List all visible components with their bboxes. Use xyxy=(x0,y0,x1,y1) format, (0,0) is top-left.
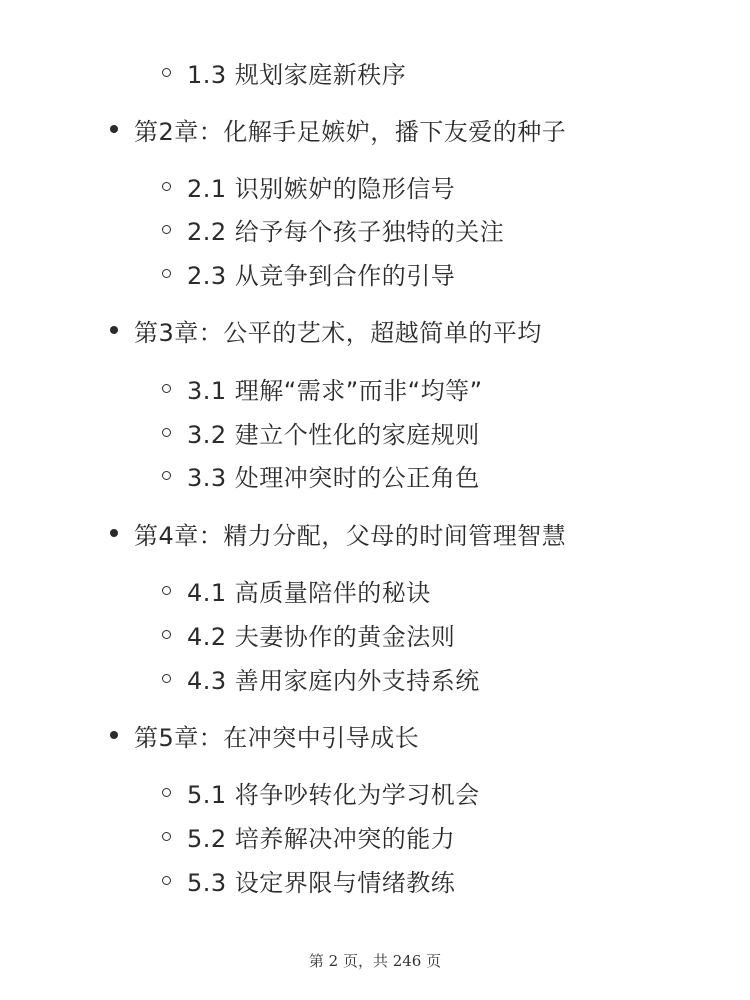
circle-bullet-icon xyxy=(162,225,171,234)
toc-entry-text: 3.2 建立个性化的家庭规则 xyxy=(187,420,480,449)
circle-bullet-icon xyxy=(162,384,171,393)
toc-section-4-2 xyxy=(162,614,455,654)
toc-entry-text: 2.1 识别嫉妒的隐形信号 xyxy=(187,174,456,203)
toc-section-2-1 xyxy=(162,166,455,206)
toc-chapter-2 xyxy=(110,109,566,149)
circle-bullet-icon xyxy=(162,182,171,191)
circle-bullet-icon xyxy=(162,876,171,885)
toc-entry-text: 4.1 高质量陪伴的秘诀 xyxy=(187,578,431,607)
toc-section-3-2 xyxy=(162,412,480,452)
toc-section-1-3 xyxy=(162,52,406,92)
toc-section-3-3 xyxy=(162,455,480,495)
dot-bullet-icon xyxy=(110,529,118,537)
dot-bullet-icon xyxy=(110,326,118,334)
toc-section-5-2 xyxy=(162,816,455,856)
circle-bullet-icon xyxy=(162,269,171,278)
circle-bullet-icon xyxy=(162,68,171,77)
toc-entry-text: 5.1 将争吵转化为学习机会 xyxy=(187,780,480,809)
toc-section-5-1 xyxy=(162,772,480,812)
toc-section-4-3 xyxy=(162,658,480,698)
toc-entry-text: 5.2 培养解决冲突的能力 xyxy=(187,824,456,853)
toc-chapter-5 xyxy=(110,715,419,755)
page-number-footer: 第 2 页，共 246 页 xyxy=(308,952,442,970)
toc-entry-text: 第2章：化解手足嫉妒，播下友爱的种子 xyxy=(134,117,567,146)
toc-chapter-4 xyxy=(110,513,566,553)
toc-section-3-1 xyxy=(162,368,483,408)
toc-section-2-2 xyxy=(162,209,504,249)
toc-entry-text: 2.2 给予每个孩子独特的关注 xyxy=(187,217,505,246)
toc-entry-text: 第5章：在冲突中引导成长 xyxy=(134,723,420,752)
toc-section-2-3 xyxy=(162,253,455,293)
circle-bullet-icon xyxy=(162,586,171,595)
dot-bullet-icon xyxy=(110,125,118,133)
toc-chapter-3 xyxy=(110,310,542,350)
toc-entry-text: 4.3 善用家庭内外支持系统 xyxy=(187,666,480,695)
toc-entry-text: 第3章：公平的艺术，超越简单的平均 xyxy=(134,318,542,347)
toc-section-5-3 xyxy=(162,860,455,900)
toc-entry-text: 3.3 处理冲突时的公正角色 xyxy=(187,463,480,492)
toc-entry-text: 2.3 从竞争到合作的引导 xyxy=(187,261,456,290)
toc-entry-text: 3.1 理解“需求”而非“均等” xyxy=(187,376,483,405)
toc-section-4-1 xyxy=(162,570,431,610)
circle-bullet-icon xyxy=(162,832,171,841)
toc-entry-text: 5.3 设定界限与情绪教练 xyxy=(187,868,456,897)
dot-bullet-icon xyxy=(110,731,118,739)
circle-bullet-icon xyxy=(162,674,171,683)
circle-bullet-icon xyxy=(162,630,171,639)
circle-bullet-icon xyxy=(162,471,171,480)
circle-bullet-icon xyxy=(162,788,171,797)
toc-entry-text: 4.2 夫妻协作的黄金法则 xyxy=(187,622,456,651)
toc-entry-text: 1.3 规划家庭新秩序 xyxy=(187,60,407,89)
circle-bullet-icon xyxy=(162,428,171,437)
toc-entry-text: 第4章：精力分配，父母的时间管理智慧 xyxy=(134,521,567,550)
